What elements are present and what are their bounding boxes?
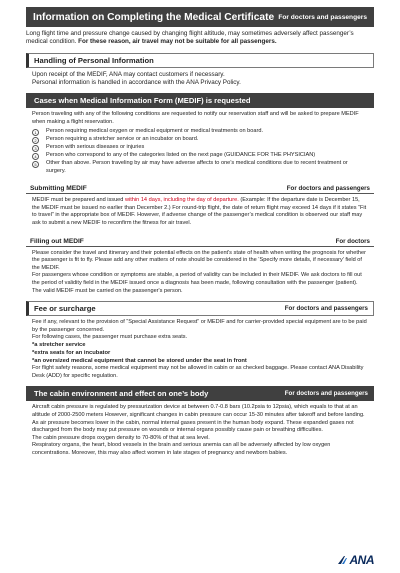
fee-paragraph-1: Fee if any, relevant to the provision of “Special Assistance Request” or MEDIF and for carrier-provided special equipment are to be paid by the passenger concerned. bbox=[32, 319, 367, 333]
ana-logo-text: ANA bbox=[349, 553, 374, 567]
privacy-title: Handling of Personal Information bbox=[34, 55, 154, 65]
submitting-post: (Example: If the departure date is December 15, the MEDIF must be issued no earlier than December 2.) For round-trip flight, the date of return flight may exceed 14 days if it states “Fit to travel” in the appropriate box of MEDIF. However, if adverse change of the passenger’s medical condition is observed our staff may ask to submit a new MEDIF to reconfirm the fitness for air travel. bbox=[32, 197, 367, 226]
submitting-audience: For doctors and passengers bbox=[286, 185, 370, 193]
privacy-line-2: Personal information is handled in accordance with the ANA Privacy Policy. bbox=[32, 78, 241, 86]
fee-section-header bbox=[26, 301, 374, 316]
cabin-audience: For doctors and passengers bbox=[284, 390, 368, 398]
fee-title: Fee or surcharge bbox=[34, 304, 96, 314]
medical-certificate-page bbox=[0, 7, 400, 573]
cabin-paragraph-4: Respiratory organs, the heart, blood vessels in the brain and serious anemia can all be adversely affected by low oxygen concentrations. Moreover, this may also affect women in late stages of pregnancy and newborn babies. bbox=[32, 442, 331, 457]
filling-title: Filling out MEDIF bbox=[30, 237, 84, 245]
intro-text: Long flight time and pressure change caused by changing flight altitude, may sometimes adversely affect passenger’s medical condition. bbox=[26, 30, 354, 46]
cabin-paragraph-2: As air pressure becomes lower in the cabin, normal internal gases present in the human body expand. These expanded gases not discharged from the body may put pressure on wounds or internal organs possibly cause pain or breathing difficulties. bbox=[32, 419, 354, 434]
item-text: Other than above. Person traveling by air may have adverse affects to one’s medical conditions due to recent treatment or surgery. bbox=[46, 160, 348, 174]
fee-audience: For doctors and passengers bbox=[284, 305, 368, 313]
fee-bullet-incubator: *extra seats for an incubator bbox=[32, 349, 111, 356]
submitting-title: Submitting MEDIF bbox=[30, 185, 87, 193]
item-number: 4 bbox=[32, 153, 39, 160]
page-title: Information on Completing the Medical Certificate bbox=[33, 11, 275, 23]
item-text: Person requiring medical oxygen or medical equipment or medical treatments on board. bbox=[46, 128, 264, 135]
cases-list bbox=[32, 128, 368, 175]
item-number: 5 bbox=[32, 161, 39, 168]
submitting-subheader bbox=[26, 180, 374, 194]
cabin-paragraph-1: Aircraft cabin pressure is regulated by pressurization device at between 0.7-0.8 bars (10.2psia to 12psia), which equals to that at an altitude of 2000-2500 meters However, significant changes in cabin pressure can occur 15-30 minutes after takeoff and before landing. bbox=[32, 404, 365, 419]
submitting-paragraph bbox=[32, 197, 368, 227]
item-text: Person who correspond to any of the categories listed on the next page (GUIDANCE FOR THE PHYSICIAN) bbox=[46, 152, 316, 159]
fee-bullet-equipment: *an oversized medical equipment that cannot be stored under the seat in front bbox=[32, 357, 247, 364]
filling-subheader bbox=[26, 233, 374, 247]
title-bar bbox=[26, 7, 374, 27]
fee-bullet-stretcher: *a stretcher service bbox=[32, 341, 86, 348]
list-item bbox=[32, 144, 368, 152]
cases-lead: Person traveling with any of the following conditions are requested to notify our reservation staff and will be asked to prepare MEDIF when making a flight reservation. bbox=[32, 111, 359, 125]
list-item bbox=[32, 136, 368, 144]
ana-logo-icon bbox=[337, 554, 349, 566]
list-item bbox=[32, 160, 368, 175]
cases-title: Cases when Medical Information Form (MEDIF) is requested bbox=[34, 96, 251, 106]
intro-bold-text: For these reason, air travel may not be suitable for all passengers. bbox=[76, 38, 277, 46]
submitting-deadline: within 14 days, including the day of departure. bbox=[124, 197, 239, 204]
item-number: 3 bbox=[32, 145, 39, 152]
filling-paragraph-2: For passengers whose condition or symptoms are stable, a period of validity can be included in their MEDIF. We ask doctors to fill out the period of validity field in the MEDIF issued once a diagnosis has been made, following consultation with the passenger (patient). The valid MEDIF must be carried on the passenger's person. bbox=[32, 272, 362, 294]
cases-section-header bbox=[26, 93, 374, 108]
title-audience: For doctors and passengers bbox=[278, 13, 367, 21]
fee-paragraph-3: For flight safety reasons, some medical equipment may not be allowed in cabin or as checked baggage. Please contact ANA Disability Desk (ADD) for specific regulation. bbox=[32, 365, 364, 379]
filling-paragraph-1: Please consider the travel and itinerary and their potential effects on the patient's state of health when writing the prognosis for whether the passenger is fit to fly. Please add any other matters of note should be considered in the ‘Specify more details, if necessary’ field of the MEDIF. bbox=[32, 249, 366, 271]
cabin-section-header bbox=[26, 386, 374, 401]
list-item bbox=[32, 152, 368, 160]
item-text: Person requiring a stretcher service or an incubator on board. bbox=[46, 136, 199, 143]
privacy-line-1: Upon receipt of the MEDIF, ANA may contact customers if necessary. bbox=[32, 70, 225, 78]
list-item bbox=[32, 128, 368, 136]
fee-paragraph-2: For following cases, the passenger must purchase extra seats. bbox=[32, 334, 188, 341]
item-text: Person with serious diseases or injuries bbox=[46, 144, 145, 151]
privacy-section-header bbox=[26, 53, 374, 68]
submitting-pre: MEDIF must be prepared and issued bbox=[32, 197, 125, 204]
cabin-paragraph-3: The cabin pressure drops oxygen density to 70-80% of that at sea level. bbox=[32, 434, 210, 441]
cabin-title: The cabin environment and effect on one’s body bbox=[34, 389, 209, 399]
intro-paragraph bbox=[26, 30, 374, 47]
filling-audience: For doctors bbox=[335, 237, 370, 245]
item-number: 1 bbox=[32, 129, 39, 136]
item-number: 2 bbox=[32, 137, 39, 144]
ana-logo bbox=[337, 553, 375, 567]
